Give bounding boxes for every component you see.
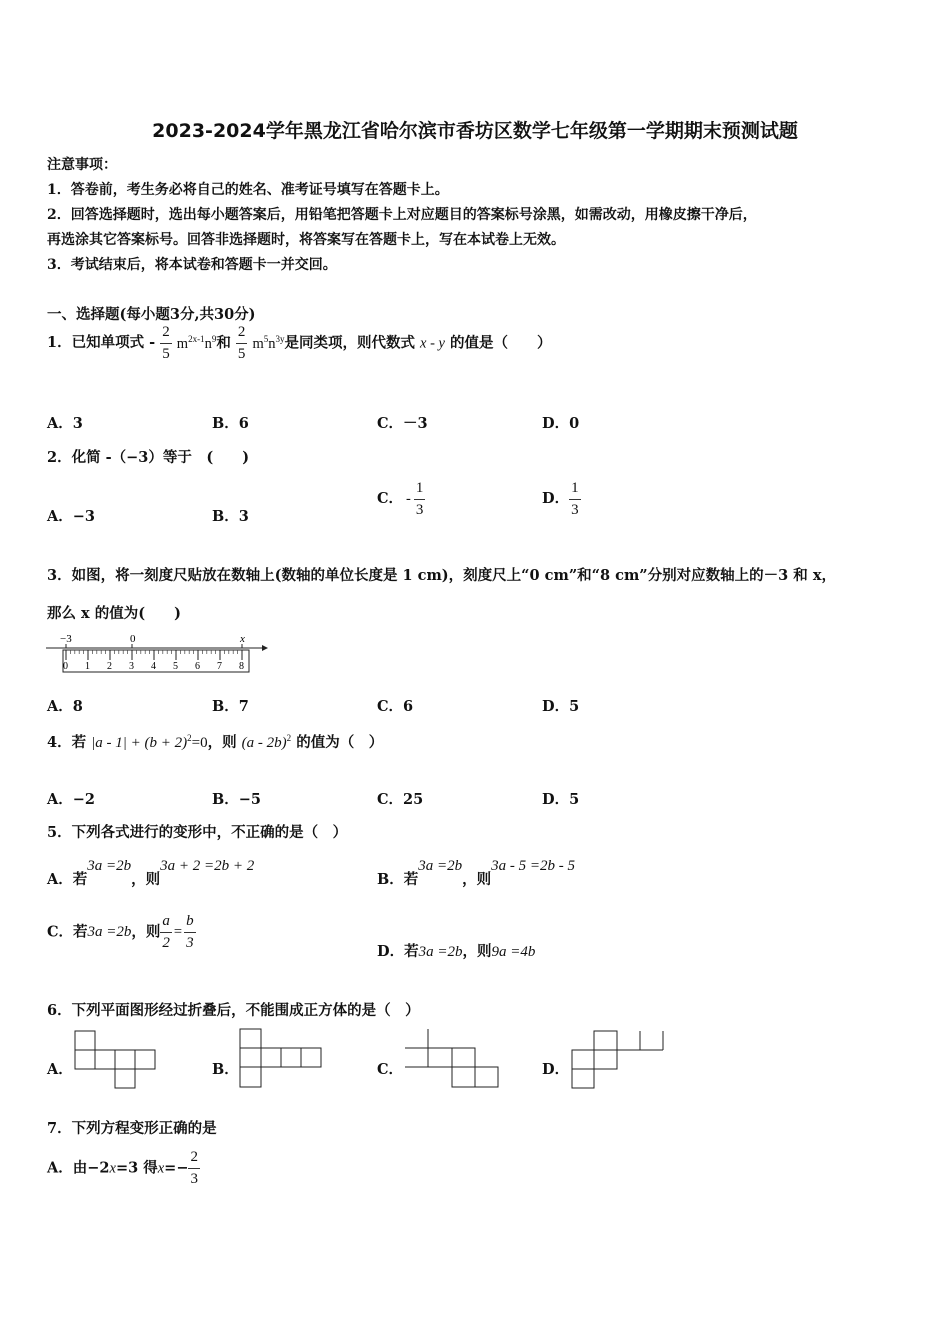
notes-heading: 注意事项： — [47, 157, 117, 173]
q1-option-c: C．－3 — [377, 415, 428, 432]
question-2: 2．化简 -（−3）等于 ( ) — [47, 449, 250, 466]
q3-option-c: C．6 — [377, 698, 414, 715]
q1-option-b: B．6 — [212, 415, 249, 432]
q1-fraction-2: $\frac{2}{5}$ — [237, 324, 246, 362]
q5-option-b: B．若3a =2b，则3a - 5 =2b - 5 — [377, 858, 576, 888]
q4-option-c: C．25 — [377, 791, 424, 808]
cube-net-d — [571, 1030, 667, 1092]
question-7: 7．下列方程变形正确的是 — [47, 1120, 217, 1137]
q2-option-c: C． - $\frac{1}{3}$ — [377, 480, 424, 518]
ruler-tick-label: 8 — [239, 661, 244, 672]
cube-net-b — [239, 1028, 325, 1090]
q1-option-d: D．0 — [542, 415, 580, 432]
q3-option-b: B．7 — [212, 698, 249, 715]
q3-option-d: D．5 — [542, 698, 580, 715]
ruler-number-line-figure — [44, 630, 266, 680]
question-4: 4．若 $|a - 1| + (b + 2)^2=0$，则 (a - 2b)$^2$ 的值为（ ） — [47, 733, 384, 751]
q4-option-b: B．−5 — [212, 791, 261, 808]
ruler-tick-label: 1 — [85, 661, 90, 672]
q5-option-c: C．若3a =2b，则 $\frac{a}{2}$ = $\frac{b}{3}$ — [47, 913, 194, 951]
q2-option-d: D． $\frac{1}{3}$ — [542, 480, 579, 518]
q5-option-a: A．若3a =2b，则3a + 2 =2b + 2 — [47, 858, 255, 888]
q3-option-a: A．8 — [47, 698, 83, 715]
q6-option-b: B． — [212, 1061, 239, 1078]
q1-prefix: 1．已知单项式 - — [47, 334, 156, 352]
note-item: 2．回答选择题时，选出每小题答案后，用铅笔把答题卡上对应题目的答案标号涂黑，如需改动，用橡皮擦干净后， — [47, 207, 757, 223]
q2-option-a: A．−3 — [47, 508, 95, 525]
ruler-tick-label: 0 — [63, 661, 68, 672]
note-item: 1．答卷前，考生务必将自己的姓名、准考证号填写在答题卡上。 — [47, 182, 449, 198]
axis-label: −3 — [60, 633, 72, 645]
ruler-tick-label: 4 — [151, 661, 156, 672]
q2-option-b: B．3 — [212, 508, 249, 525]
q1-option-a: A．3 — [47, 415, 83, 432]
question-5: 5．下列各式进行的变形中，不正确的是（ ） — [47, 824, 348, 841]
note-item: 再选涂其它答案标号。回答非选择题时，将答案写在答题卡上，写在本试卷上无效。 — [47, 232, 565, 248]
ruler-tick-label: 2 — [107, 661, 112, 672]
q5-option-d: D．若3a =2b，则9a =4b — [377, 943, 536, 960]
question-1: 1．已知单项式 - $\frac{2}{5}$ $m^{2x-1}n^9$和 $\frac{2}{5}$ $m^5n^{3y}$是同类项，则代数式 x - y 的值是（ ） — [47, 324, 552, 362]
question-6: 6．下列平面图形经过折叠后，不能围成正方体的是（ ） — [47, 1002, 420, 1019]
cube-net-c — [404, 1028, 500, 1090]
q4-option-a: A．−2 — [47, 791, 95, 808]
q4-option-d: D．5 — [542, 791, 580, 808]
ruler-tick-label: 3 — [129, 661, 134, 672]
q1-fraction-1: $\frac{2}{5}$ — [162, 324, 170, 362]
question-3-line2: 那么 x 的值为( ) — [47, 605, 181, 622]
note-item: 3．考试结束后，将本试卷和答题卡一并交回。 — [47, 257, 337, 273]
section-heading: 一、选择题(每小题3分,共30分) — [47, 306, 256, 323]
axis-label: 0 — [130, 633, 136, 645]
page-title: 2023-2024学年黑龙江省哈尔滨市香坊区数学七年级第一学期期末预测试题 — [152, 120, 798, 142]
question-3-line1: 3．如图，将一刻度尺贴放在数轴上(数轴的单位长度是 1 cm)，刻度尺上“0 cm”和“8 cm”分别对应数轴上的－3 和 x， — [47, 567, 836, 584]
ruler-tick-label: 7 — [217, 661, 222, 672]
q6-option-c: C． — [377, 1061, 404, 1078]
axis-label: x — [240, 633, 245, 645]
q6-option-d: D． — [542, 1061, 570, 1078]
ruler-tick-label: 5 — [173, 661, 178, 672]
cube-net-a — [74, 1030, 158, 1090]
q7-option-a: A．由−2x=3 得x=− $\frac{2}{3}$ — [47, 1149, 198, 1187]
q6-option-a: A． — [47, 1061, 73, 1078]
ruler-tick-label: 6 — [195, 661, 200, 672]
